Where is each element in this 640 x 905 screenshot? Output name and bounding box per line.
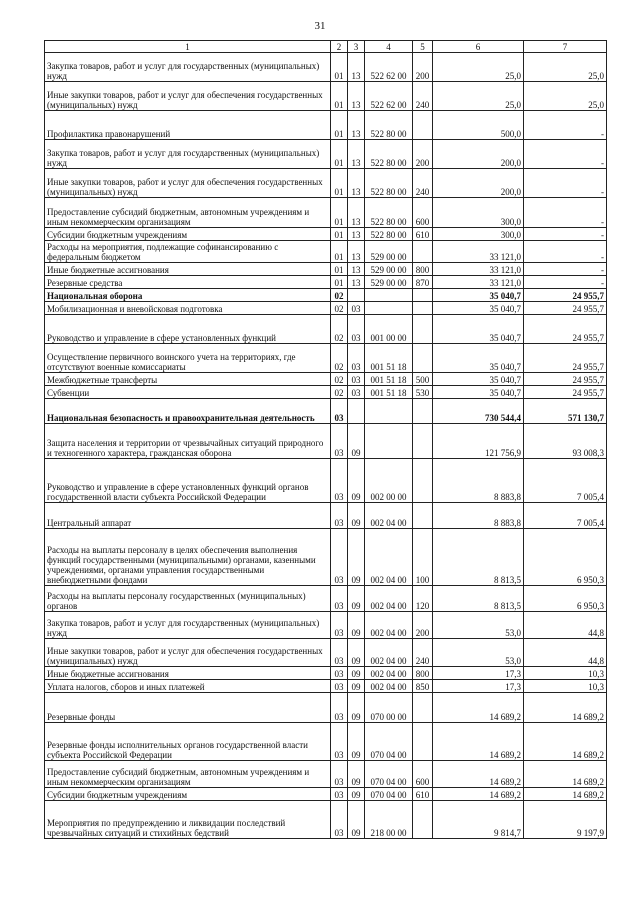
row-amount-2: - — [524, 198, 607, 228]
row-name: Уплата налогов, сборов и иных платежей — [45, 680, 331, 693]
row-expense-type: 870 — [413, 276, 433, 289]
row-section: 03 — [331, 801, 348, 839]
row-subsection: 13 — [348, 241, 365, 263]
row-subsection: 13 — [348, 140, 365, 169]
row-amount-2: 14 689,2 — [524, 788, 607, 801]
row-subsection: 09 — [348, 529, 365, 586]
row-target-article — [365, 289, 413, 302]
row-amount-1: 33 121,0 — [433, 263, 524, 276]
row-amount-2: 7 005,4 — [524, 503, 607, 529]
row-name: Национальная оборона — [45, 289, 331, 302]
row-name: Предоставление субсидий бюджетным, автономным учреждениям и иным некоммерческим организациям — [45, 198, 331, 228]
row-target-article — [365, 302, 413, 315]
table-row — [45, 140, 607, 169]
row-target-article: 522 80 00 — [365, 198, 413, 228]
row-subsection: 13 — [348, 263, 365, 276]
row-amount-1: 35 040,7 — [433, 373, 524, 386]
row-section: 03 — [331, 612, 348, 639]
row-amount-2: 93 008,3 — [524, 424, 607, 459]
row-amount-2: - — [524, 228, 607, 241]
row-amount-1: 8 813,5 — [433, 586, 524, 612]
row-name: Иные закупки товаров, работ и услуг для обеспечения государственных (муниципальных) нужд — [45, 639, 331, 667]
row-amount-2: 14 689,2 — [524, 693, 607, 723]
row-amount-1: 8 883,8 — [433, 459, 524, 503]
row-section: 01 — [331, 241, 348, 263]
row-target-article: 001 51 18 — [365, 344, 413, 373]
row-amount-2: 24 955,7 — [524, 344, 607, 373]
row-subsection — [348, 399, 365, 424]
row-expense-type — [413, 801, 433, 839]
table-row — [45, 459, 607, 503]
row-amount-1: 500,0 — [433, 111, 524, 140]
row-subsection — [348, 289, 365, 302]
row-amount-2: - — [524, 263, 607, 276]
row-amount-2: 24 955,7 — [524, 302, 607, 315]
row-name: Резервные фонды исполнительных органов государственной власти субъекта Российской Федерации — [45, 723, 331, 761]
row-amount-2: 14 689,2 — [524, 761, 607, 788]
row-subsection: 09 — [348, 788, 365, 801]
row-expense-type: 610 — [413, 228, 433, 241]
table-row — [45, 169, 607, 198]
row-section: 01 — [331, 53, 348, 82]
table-row — [45, 276, 607, 289]
table-row — [45, 399, 607, 424]
row-name: Центральный аппарат — [45, 503, 331, 529]
row-name: Субсидии бюджетным учреждениям — [45, 228, 331, 241]
row-amount-2: 44,8 — [524, 612, 607, 639]
table-row — [45, 723, 607, 761]
row-section: 01 — [331, 140, 348, 169]
row-amount-1: 300,0 — [433, 228, 524, 241]
row-name: Субсидии бюджетным учреждениям — [45, 788, 331, 801]
row-expense-type — [413, 723, 433, 761]
col-header-target-article: 4 — [365, 41, 413, 53]
table-row — [45, 373, 607, 386]
row-target-article: 002 00 00 — [365, 459, 413, 503]
row-target-article: 001 51 18 — [365, 373, 413, 386]
row-amount-2: 10,3 — [524, 667, 607, 680]
row-expense-type — [413, 315, 433, 344]
row-amount-1: 8 813,5 — [433, 529, 524, 586]
row-amount-2: 24 955,7 — [524, 315, 607, 344]
row-expense-type: 240 — [413, 639, 433, 667]
row-name: Защита населения и территории от чрезвычайных ситуаций природного и техногенного характера, гражданская оборона — [45, 424, 331, 459]
row-expense-type: 850 — [413, 680, 433, 693]
row-expense-type: 240 — [413, 82, 433, 111]
row-amount-1: 9 814,7 — [433, 801, 524, 839]
row-expense-type — [413, 111, 433, 140]
row-amount-2: - — [524, 111, 607, 140]
row-amount-1: 200,0 — [433, 140, 524, 169]
row-expense-type — [413, 241, 433, 263]
row-subsection: 09 — [348, 680, 365, 693]
row-section: 03 — [331, 586, 348, 612]
row-amount-2: 14 689,2 — [524, 723, 607, 761]
row-subsection: 09 — [348, 693, 365, 723]
row-subsection: 09 — [348, 503, 365, 529]
row-expense-type: 800 — [413, 667, 433, 680]
table-row — [45, 344, 607, 373]
row-name: Закупка товаров, работ и услуг для государственных (муниципальных) нужд — [45, 612, 331, 639]
row-amount-2: 25,0 — [524, 82, 607, 111]
table-row — [45, 53, 607, 82]
row-amount-2: - — [524, 140, 607, 169]
row-expense-type — [413, 503, 433, 529]
row-amount-2: 24 955,7 — [524, 386, 607, 399]
row-expense-type: 530 — [413, 386, 433, 399]
row-section: 02 — [331, 344, 348, 373]
row-amount-1: 33 121,0 — [433, 241, 524, 263]
table-row — [45, 424, 607, 459]
row-name: Межбюджетные трансферты — [45, 373, 331, 386]
row-section: 03 — [331, 667, 348, 680]
row-amount-1: 25,0 — [433, 53, 524, 82]
row-expense-type: 120 — [413, 586, 433, 612]
row-target-article: 070 04 00 — [365, 788, 413, 801]
row-amount-2: - — [524, 241, 607, 263]
row-target-article: 218 00 00 — [365, 801, 413, 839]
row-name: Расходы на выплаты персоналу в целях обеспечения выполнения функций государственными (муниципальными) органами, казенными учреждениями, органами управления государственными внебюджетными фондами — [45, 529, 331, 586]
row-amount-2: 25,0 — [524, 53, 607, 82]
row-target-article: 070 04 00 — [365, 761, 413, 788]
table-body — [45, 53, 607, 839]
row-section: 03 — [331, 503, 348, 529]
table-row — [45, 586, 607, 612]
row-section: 03 — [331, 639, 348, 667]
row-amount-1: 8 883,8 — [433, 503, 524, 529]
row-name: Расходы на мероприятия, подлежащие софинансированию с федеральным бюджетом — [45, 241, 331, 263]
row-section: 01 — [331, 276, 348, 289]
row-expense-type: 100 — [413, 529, 433, 586]
row-name: Профилактика правонарушений — [45, 111, 331, 140]
table-row — [45, 529, 607, 586]
table-row — [45, 801, 607, 839]
table-row — [45, 315, 607, 344]
row-target-article: 070 00 00 — [365, 693, 413, 723]
row-expense-type: 200 — [413, 140, 433, 169]
row-expense-type — [413, 424, 433, 459]
col-header-section: 2 — [331, 41, 348, 53]
row-section: 01 — [331, 198, 348, 228]
row-target-article: 002 04 00 — [365, 680, 413, 693]
row-name: Мероприятия по предупреждению и ликвидации последствий чрезвычайных ситуаций и стихийных бедствий — [45, 801, 331, 839]
row-section: 03 — [331, 788, 348, 801]
row-amount-2: 24 955,7 — [524, 373, 607, 386]
row-subsection: 03 — [348, 386, 365, 399]
row-target-article: 522 80 00 — [365, 228, 413, 241]
row-name: Мобилизационная и вневойсковая подготовка — [45, 302, 331, 315]
row-name: Резервные средства — [45, 276, 331, 289]
row-subsection: 09 — [348, 723, 365, 761]
row-section: 03 — [331, 761, 348, 788]
row-section: 02 — [331, 302, 348, 315]
row-amount-2: 7 005,4 — [524, 459, 607, 503]
row-section: 03 — [331, 723, 348, 761]
row-name: Иные бюджетные ассигнования — [45, 263, 331, 276]
row-amount-2: 44,8 — [524, 639, 607, 667]
row-subsection: 09 — [348, 761, 365, 788]
col-header-subsection: 3 — [348, 41, 365, 53]
row-subsection: 13 — [348, 276, 365, 289]
table-row — [45, 503, 607, 529]
row-amount-1: 17,3 — [433, 667, 524, 680]
row-amount-1: 35 040,7 — [433, 386, 524, 399]
table-row — [45, 639, 607, 667]
row-subsection: 13 — [348, 82, 365, 111]
row-section: 02 — [331, 386, 348, 399]
row-amount-1: 35 040,7 — [433, 302, 524, 315]
row-section: 01 — [331, 169, 348, 198]
col-header-name: 1 — [45, 41, 331, 53]
row-name: Субвенции — [45, 386, 331, 399]
row-subsection: 13 — [348, 198, 365, 228]
row-amount-1: 14 689,2 — [433, 693, 524, 723]
row-name: Руководство и управление в сфере установленных функций — [45, 315, 331, 344]
row-amount-1: 300,0 — [433, 198, 524, 228]
table-row — [45, 788, 607, 801]
row-target-article: 070 04 00 — [365, 723, 413, 761]
row-amount-1: 730 544,4 — [433, 399, 524, 424]
row-amount-1: 53,0 — [433, 612, 524, 639]
row-target-article: 002 04 00 — [365, 639, 413, 667]
row-name: Закупка товаров, работ и услуг для государственных (муниципальных) нужд — [45, 140, 331, 169]
row-amount-2: 10,3 — [524, 680, 607, 693]
row-expense-type — [413, 693, 433, 723]
row-amount-2: 571 130,7 — [524, 399, 607, 424]
row-amount-1: 53,0 — [433, 639, 524, 667]
row-subsection: 09 — [348, 801, 365, 839]
table-row — [45, 680, 607, 693]
row-subsection: 13 — [348, 111, 365, 140]
row-target-article: 002 04 00 — [365, 529, 413, 586]
row-subsection: 09 — [348, 639, 365, 667]
table-row — [45, 82, 607, 111]
row-subsection: 03 — [348, 302, 365, 315]
table-row — [45, 302, 607, 315]
row-amount-1: 35 040,7 — [433, 315, 524, 344]
row-target-article: 529 00 00 — [365, 263, 413, 276]
budget-table — [44, 40, 607, 839]
row-amount-2: 9 197,9 — [524, 801, 607, 839]
row-amount-1: 14 689,2 — [433, 723, 524, 761]
row-section: 03 — [331, 680, 348, 693]
row-expense-type: 200 — [413, 612, 433, 639]
row-subsection: 13 — [348, 53, 365, 82]
row-target-article: 002 04 00 — [365, 667, 413, 680]
row-expense-type: 600 — [413, 761, 433, 788]
row-section: 02 — [331, 315, 348, 344]
table-row — [45, 386, 607, 399]
row-amount-1: 35 040,7 — [433, 289, 524, 302]
row-target-article: 522 62 00 — [365, 82, 413, 111]
row-name: Закупка товаров, работ и услуг для государственных (муниципальных) нужд — [45, 53, 331, 82]
row-target-article: 001 51 18 — [365, 386, 413, 399]
row-target-article: 002 04 00 — [365, 612, 413, 639]
row-section: 03 — [331, 693, 348, 723]
row-target-article: 529 00 00 — [365, 241, 413, 263]
row-expense-type: 600 — [413, 198, 433, 228]
row-amount-1: 35 040,7 — [433, 344, 524, 373]
row-amount-1: 200,0 — [433, 169, 524, 198]
row-amount-1: 25,0 — [433, 82, 524, 111]
table-row — [45, 612, 607, 639]
row-expense-type — [413, 344, 433, 373]
row-expense-type: 240 — [413, 169, 433, 198]
row-amount-1: 33 121,0 — [433, 276, 524, 289]
row-section: 03 — [331, 424, 348, 459]
row-target-article — [365, 399, 413, 424]
row-subsection: 13 — [348, 228, 365, 241]
row-amount-1: 14 689,2 — [433, 761, 524, 788]
row-amount-1: 17,3 — [433, 680, 524, 693]
row-expense-type — [413, 289, 433, 302]
row-target-article — [365, 424, 413, 459]
row-name: Иные закупки товаров, работ и услуг для обеспечения государственных (муниципальных) нужд — [45, 82, 331, 111]
row-target-article: 522 80 00 — [365, 140, 413, 169]
row-name: Предоставление субсидий бюджетным, автономным учреждениям и иным некоммерческим организациям — [45, 761, 331, 788]
row-subsection: 09 — [348, 667, 365, 680]
row-section: 02 — [331, 289, 348, 302]
row-name: Руководство и управление в сфере установленных функций органов государственной власти субъекта Российской Федерации — [45, 459, 331, 503]
table-row — [45, 241, 607, 263]
table-row — [45, 761, 607, 788]
row-expense-type: 610 — [413, 788, 433, 801]
row-target-article: 001 00 00 — [365, 315, 413, 344]
row-amount-2: 6 950,3 — [524, 586, 607, 612]
row-target-article: 522 80 00 — [365, 111, 413, 140]
row-section: 01 — [331, 228, 348, 241]
row-amount-2: - — [524, 169, 607, 198]
row-target-article: 002 04 00 — [365, 586, 413, 612]
row-section: 01 — [331, 82, 348, 111]
row-section: 03 — [331, 529, 348, 586]
row-amount-2: 6 950,3 — [524, 529, 607, 586]
row-section: 01 — [331, 111, 348, 140]
row-subsection: 09 — [348, 459, 365, 503]
row-amount-1: 14 689,2 — [433, 788, 524, 801]
row-name: Расходы на выплаты персоналу государственных (муниципальных) органов — [45, 586, 331, 612]
row-subsection: 09 — [348, 612, 365, 639]
row-expense-type: 200 — [413, 53, 433, 82]
header-row — [45, 41, 607, 53]
row-expense-type: 800 — [413, 263, 433, 276]
table-row — [45, 263, 607, 276]
row-subsection: 03 — [348, 344, 365, 373]
row-target-article: 529 00 00 — [365, 276, 413, 289]
row-expense-type — [413, 459, 433, 503]
row-subsection: 09 — [348, 424, 365, 459]
table-row — [45, 228, 607, 241]
row-name: Резервные фонды — [45, 693, 331, 723]
table-row — [45, 111, 607, 140]
row-target-article: 522 62 00 — [365, 53, 413, 82]
row-name: Иные бюджетные ассигнования — [45, 667, 331, 680]
row-section: 03 — [331, 459, 348, 503]
table-row — [45, 693, 607, 723]
row-amount-2: 24 955,7 — [524, 289, 607, 302]
table-row — [45, 289, 607, 302]
row-section: 03 — [331, 399, 348, 424]
table-row — [45, 667, 607, 680]
row-subsection: 03 — [348, 315, 365, 344]
row-target-article: 522 80 00 — [365, 169, 413, 198]
table-row — [45, 198, 607, 228]
row-section: 01 — [331, 263, 348, 276]
col-header-amount-1: 6 — [433, 41, 524, 53]
row-amount-1: 121 756,9 — [433, 424, 524, 459]
row-subsection: 03 — [348, 373, 365, 386]
row-expense-type: 500 — [413, 373, 433, 386]
col-header-amount-2: 7 — [524, 41, 607, 53]
row-subsection: 13 — [348, 169, 365, 198]
row-amount-2: - — [524, 276, 607, 289]
row-name: Иные закупки товаров, работ и услуг для обеспечения государственных (муниципальных) нужд — [45, 169, 331, 198]
row-subsection: 09 — [348, 586, 365, 612]
row-target-article: 002 04 00 — [365, 503, 413, 529]
row-name: Осуществление первичного воинского учета на территориях, где отсутствуют военные комиссариаты — [45, 344, 331, 373]
row-expense-type — [413, 302, 433, 315]
row-section: 02 — [331, 373, 348, 386]
row-expense-type — [413, 399, 433, 424]
page-number: 31 — [314, 20, 326, 32]
col-header-expense-type: 5 — [413, 41, 433, 53]
row-name: Национальная безопасность и правоохранительная деятельность — [45, 399, 331, 424]
